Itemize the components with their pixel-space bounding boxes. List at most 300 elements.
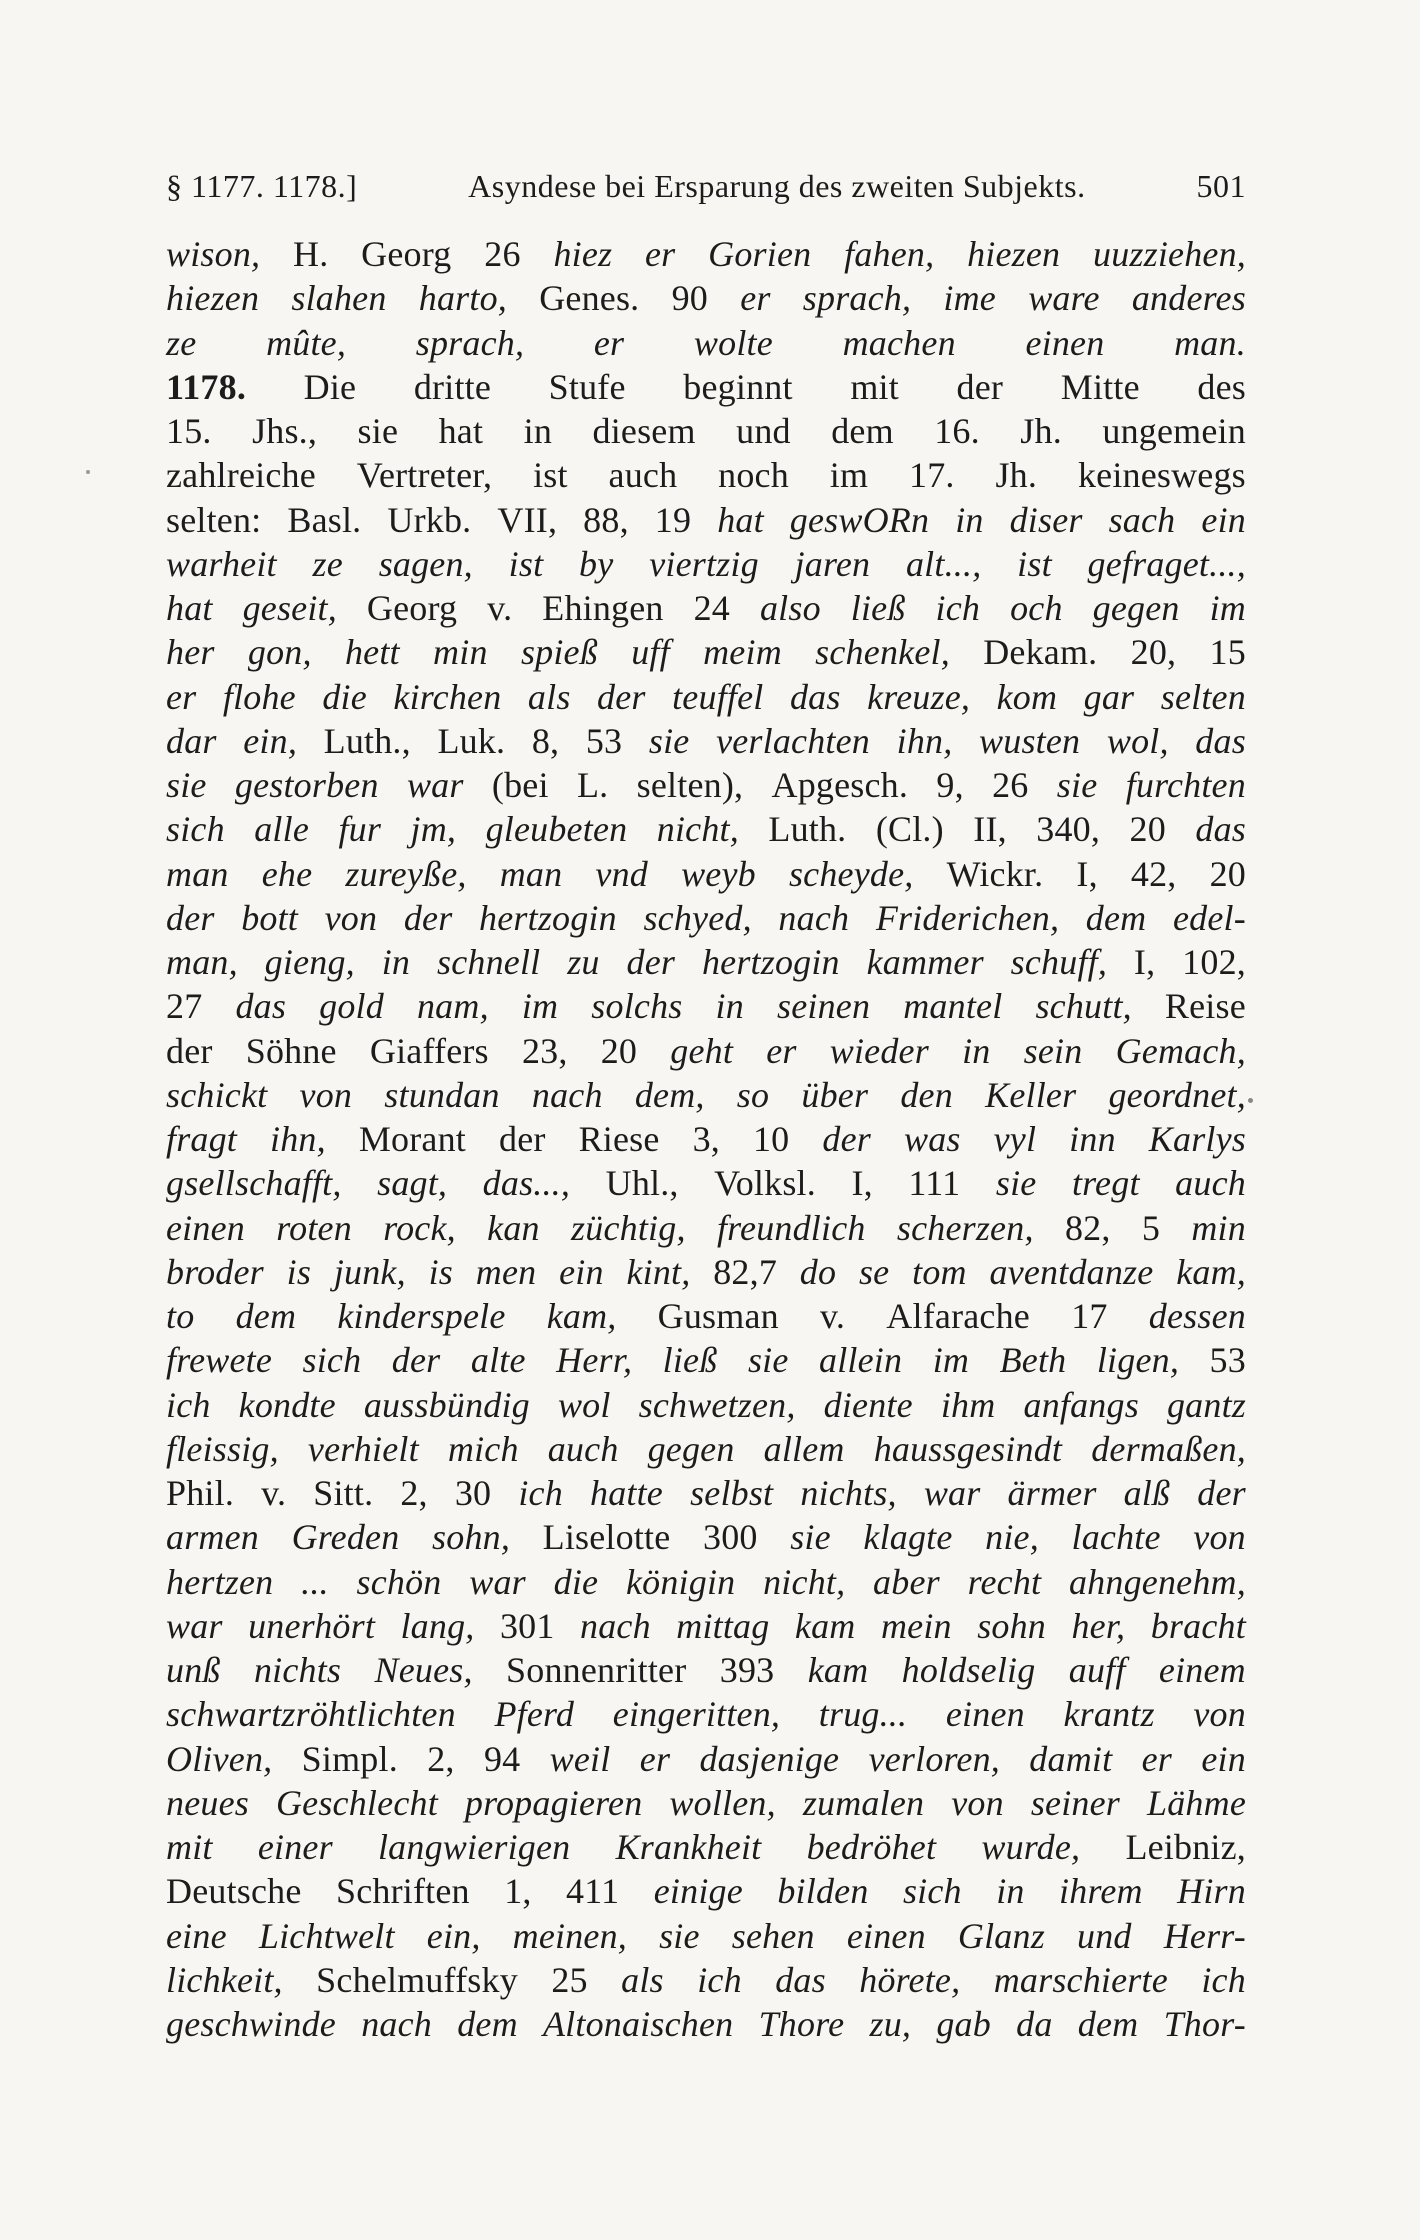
word: kam,	[1176, 1251, 1246, 1292]
word: im	[932, 1340, 970, 1381]
word: Jhs.,	[252, 411, 318, 451]
word: min	[1191, 1207, 1246, 1248]
word: viertzig	[649, 543, 759, 584]
word: nach	[778, 897, 850, 938]
word: sich	[902, 1871, 962, 1912]
word: zureyße,	[345, 853, 467, 894]
text-line	[166, 498, 1246, 542]
word: sprach,	[415, 322, 525, 363]
text-line	[166, 321, 1246, 365]
word: och	[1010, 588, 1063, 628]
word: recht	[967, 1561, 1042, 1602]
word: jaren	[794, 543, 871, 584]
word: wison,	[166, 234, 261, 274]
word: aber	[873, 1561, 940, 1602]
word: schwetzen,	[638, 1384, 796, 1425]
word: propagieren	[464, 1782, 643, 1823]
word: alß	[1123, 1473, 1171, 1513]
word: hertzogin	[479, 897, 617, 938]
word: lang,	[400, 1605, 475, 1646]
word: auch	[547, 1428, 619, 1469]
word: freundlich	[716, 1207, 866, 1248]
text-line	[166, 1206, 1246, 1250]
word: rock,	[383, 1207, 456, 1248]
word: bilden	[777, 1871, 869, 1912]
word: schickt	[166, 1074, 268, 1115]
word: 82,7	[713, 1251, 778, 1292]
word: dem	[1085, 897, 1147, 938]
word: sprach,	[802, 278, 912, 319]
word: Lähme	[1147, 1782, 1246, 1823]
word: Georg	[361, 234, 452, 274]
word: by	[579, 543, 614, 584]
word: 94	[483, 1738, 521, 1779]
word: kint,	[626, 1251, 691, 1292]
word: sich	[302, 1340, 362, 1381]
word: Schelmuffsky	[316, 1959, 518, 2000]
word: 411	[566, 1871, 620, 1912]
word: Söhne	[245, 1030, 337, 1071]
word: einen	[1025, 322, 1105, 363]
word: selten),	[636, 765, 744, 805]
word: krantz	[1063, 1694, 1155, 1735]
word: Luth.	[768, 809, 847, 850]
word: bracht	[1150, 1605, 1246, 1646]
word: der	[499, 1119, 546, 1159]
word: dem	[457, 2004, 518, 2044]
word: gon,	[247, 632, 312, 673]
word: geseit,	[242, 588, 337, 628]
word: er	[639, 1738, 671, 1779]
word: schnell	[436, 942, 541, 982]
word: alle	[254, 809, 310, 850]
word: anderes	[1131, 278, 1246, 319]
word: und	[736, 411, 791, 451]
word: Jh.	[1020, 411, 1062, 451]
word: (bei	[491, 765, 549, 805]
word: sie	[995, 1163, 1037, 1204]
word: gegen	[1092, 588, 1180, 628]
word: wieder	[829, 1030, 929, 1071]
word: scheyde,	[788, 853, 914, 894]
word: in	[955, 499, 984, 540]
word: Deutsche	[166, 1871, 302, 1912]
word: Geschlecht	[275, 1782, 438, 1823]
word: ungemein	[1102, 411, 1246, 451]
section-reference: § 1177. 1178.]	[166, 168, 358, 204]
word: ließ	[850, 588, 906, 628]
word: diente	[823, 1384, 913, 1425]
word: teuffel	[672, 676, 764, 717]
word: ein	[1201, 499, 1246, 540]
word: meinen,	[512, 1915, 627, 1956]
word: Glanz	[957, 1915, 1045, 1956]
word: dritte	[413, 366, 492, 407]
word: Jh.	[995, 455, 1038, 496]
word: 111	[908, 1163, 961, 1204]
word: das	[235, 986, 287, 1027]
text-line	[166, 1161, 1246, 1205]
word: 2,	[400, 1473, 428, 1513]
word: beginnt	[683, 366, 793, 407]
word: Mitte	[1060, 366, 1140, 407]
word: einige	[653, 1871, 743, 1912]
word: spieß	[520, 632, 598, 673]
word: junk,	[333, 1251, 406, 1292]
word: tom	[912, 1251, 967, 1292]
word: 30	[454, 1473, 492, 1513]
word: von	[951, 1782, 1004, 1823]
word: ein	[1201, 1738, 1246, 1779]
word: sagen,	[378, 543, 473, 584]
word: ehe	[261, 853, 313, 894]
word: unerhört	[248, 1605, 376, 1646]
word: I,	[851, 1163, 873, 1204]
word: so	[736, 1074, 770, 1115]
word: er	[593, 322, 625, 363]
word: sein	[1023, 1030, 1083, 1071]
text-line	[166, 232, 1246, 276]
word: als	[527, 676, 571, 717]
word: fragt	[166, 1119, 238, 1159]
word: kam	[794, 1605, 856, 1646]
word: I,	[1133, 942, 1156, 982]
word: der	[1197, 1473, 1246, 1513]
text-line	[166, 675, 1246, 719]
word: er	[1141, 1738, 1173, 1779]
word: 20	[600, 1030, 638, 1071]
word: I,	[1076, 853, 1098, 894]
word: hett	[344, 632, 400, 673]
word: 15.	[166, 411, 212, 451]
word: aventdanze	[989, 1251, 1154, 1292]
word: Dekam.	[983, 632, 1098, 673]
word: Vertreter,	[356, 455, 493, 496]
word: ...	[301, 1561, 329, 1602]
word: zumalen	[802, 1782, 925, 1823]
word: war	[923, 1473, 981, 1513]
word: der	[166, 897, 215, 938]
word: machen	[842, 322, 956, 363]
word: 20,	[1130, 632, 1177, 673]
text-line	[166, 807, 1246, 851]
word: von	[324, 897, 378, 938]
word: ich	[166, 1384, 211, 1425]
word: die	[322, 676, 367, 717]
word: VII,	[497, 499, 558, 540]
word: ihrem	[1059, 1871, 1143, 1912]
word: fahen,	[844, 234, 935, 274]
word: 17.	[909, 455, 955, 496]
word: fur	[338, 809, 382, 850]
word: Greden	[291, 1517, 400, 1558]
word: slahen	[291, 278, 387, 319]
word: Genes.	[539, 278, 640, 319]
word: Apgesch.	[771, 765, 909, 805]
word: noch	[718, 455, 789, 496]
word: nichts,	[800, 1473, 897, 1513]
word: Uhl.,	[605, 1163, 679, 1204]
word: hörete,	[859, 1959, 961, 2000]
word: 2,	[427, 1738, 455, 1779]
word: verloren,	[868, 1738, 1000, 1779]
word: Simpl.	[301, 1738, 398, 1779]
word: gab	[936, 2004, 991, 2044]
word: in	[962, 1030, 991, 1071]
word: warheit	[166, 543, 277, 584]
word: kinderspele	[337, 1296, 506, 1336]
word: nichts	[253, 1650, 342, 1690]
word: alt...,	[905, 543, 982, 584]
word: to	[166, 1296, 195, 1336]
word: v.	[487, 588, 513, 628]
word: jm,	[410, 809, 457, 850]
word: broder	[166, 1251, 264, 1292]
text-line	[166, 1471, 1246, 1515]
section-number: 1178.	[166, 366, 247, 407]
word: 340,	[1036, 809, 1101, 850]
word: das	[1195, 809, 1246, 850]
word: harto,	[418, 278, 507, 319]
word: flohe	[222, 676, 296, 717]
word: den	[900, 1074, 953, 1115]
word: ich	[518, 1473, 563, 1513]
page-number: 501	[1196, 168, 1246, 204]
word: hiez	[553, 234, 613, 274]
word: einem	[1158, 1650, 1246, 1690]
word: Thor-	[1163, 2004, 1246, 2044]
running-title: Asyndese bei Ersparung des zweiten Subjekts.	[468, 168, 1086, 204]
word: verhielt	[307, 1428, 419, 1469]
word: gsellschafft,	[166, 1163, 342, 1204]
text-line	[166, 940, 1246, 984]
word: gold	[319, 986, 384, 1027]
text-line	[166, 365, 1246, 409]
word: gegen	[647, 1428, 735, 1469]
word: 300	[703, 1517, 758, 1558]
word: Ehingen	[542, 588, 664, 628]
text-line	[166, 896, 1246, 940]
word: Thore	[758, 2004, 845, 2044]
word: man	[499, 853, 563, 894]
word: Sitt.	[313, 1473, 374, 1513]
word: sie	[659, 1915, 700, 1956]
word: das	[1195, 720, 1246, 761]
word: zu	[567, 942, 600, 982]
word: klagte	[863, 1517, 953, 1558]
word: hatte	[590, 1473, 663, 1513]
word: züchtig,	[571, 1207, 686, 1248]
word: ze	[166, 322, 197, 363]
word: 16.	[934, 411, 980, 451]
word: in	[996, 1871, 1025, 1912]
word: schuff,	[1010, 942, 1108, 982]
word: über	[801, 1074, 869, 1115]
word: sohn,	[432, 1517, 511, 1558]
word: stundan	[384, 1074, 500, 1115]
word: Sonnenritter	[506, 1650, 687, 1690]
word: schutt,	[1035, 986, 1132, 1027]
word: Giaffers	[369, 1030, 489, 1071]
word: seinen	[777, 986, 871, 1027]
word: dar	[166, 720, 217, 761]
word: Hirn	[1177, 1871, 1246, 1912]
word: nicht,	[656, 809, 739, 850]
word: alte	[470, 1340, 526, 1381]
word: tregt	[1071, 1163, 1140, 1204]
word: Volksl.	[714, 1163, 816, 1204]
word: da	[1016, 2004, 1053, 2044]
word: uuzziehen,	[1093, 234, 1246, 274]
word: wusten	[979, 720, 1081, 761]
word: sie	[790, 1517, 831, 1558]
word: der	[391, 1340, 441, 1381]
word: dessen	[1148, 1296, 1246, 1336]
word: meim	[703, 632, 782, 673]
word: haussgesindt	[873, 1428, 1063, 1469]
word: eingeritten,	[612, 1694, 781, 1735]
word: unß	[166, 1650, 221, 1690]
word: 1,	[504, 1871, 532, 1912]
word: lichkeit,	[166, 1959, 283, 2000]
word: men	[475, 1251, 537, 1292]
word: vnd	[595, 853, 648, 894]
word: einen	[846, 1915, 926, 1956]
word: ärmer	[1007, 1473, 1097, 1513]
word: 8,	[531, 720, 560, 761]
word: ist	[1017, 543, 1052, 584]
word: der	[626, 942, 676, 982]
word: auch	[608, 455, 678, 496]
word: wol,	[1106, 720, 1169, 761]
word: mittag	[676, 1605, 770, 1646]
word: Pferd	[494, 1694, 575, 1735]
word: 26	[992, 765, 1029, 805]
word: Liselotte	[542, 1517, 671, 1558]
word: Wickr.	[946, 853, 1044, 894]
word: damit	[1029, 1738, 1113, 1779]
word: der	[956, 366, 1004, 407]
text-line	[166, 1869, 1246, 1913]
word: her,	[1071, 1605, 1126, 1646]
word: zahlreiche	[166, 455, 316, 496]
word: 5	[1141, 1207, 1161, 1248]
word: 10	[752, 1119, 790, 1159]
word: ich	[935, 588, 981, 628]
word: einer	[257, 1827, 333, 1867]
text-line	[166, 1737, 1246, 1781]
word: schwartzröhtlichten	[166, 1694, 456, 1735]
word: schön	[356, 1561, 442, 1602]
text-line	[166, 276, 1246, 320]
text-line	[166, 586, 1246, 630]
word: 24	[693, 588, 730, 628]
word: aussbündig	[363, 1384, 530, 1425]
word: 88,	[583, 499, 629, 540]
word: mit	[850, 366, 899, 407]
word: im	[1209, 588, 1246, 628]
text-line	[166, 1294, 1246, 1338]
word: v.	[261, 1473, 287, 1513]
text-line	[166, 1958, 1246, 2002]
word: er	[766, 1030, 797, 1071]
word: sie	[747, 1340, 789, 1381]
word: der	[822, 1119, 871, 1159]
word: sagt,	[377, 1163, 448, 1204]
text-line	[166, 542, 1246, 586]
text-line	[166, 984, 1246, 1028]
word: eine	[166, 1915, 227, 1956]
word: nie,	[985, 1517, 1039, 1558]
text-line	[166, 1029, 1246, 1073]
word: do	[799, 1251, 837, 1292]
word: er	[740, 278, 771, 319]
word: dasjenige	[699, 1738, 840, 1779]
word: hat	[717, 499, 764, 540]
word: uff	[631, 632, 670, 673]
word: das	[789, 676, 841, 717]
word: 90	[671, 278, 708, 319]
word: in	[381, 942, 411, 982]
word: hertzogin	[701, 942, 840, 982]
word: Keller	[985, 1074, 1077, 1115]
word: hat	[438, 411, 484, 451]
word: vyl	[993, 1119, 1037, 1159]
word: in	[715, 986, 744, 1027]
word: dem	[1077, 2004, 1139, 2044]
word: bedröhet	[806, 1827, 937, 1867]
word: hertzen	[166, 1561, 274, 1602]
word: wollen,	[669, 1782, 776, 1823]
word: das...,	[482, 1163, 571, 1204]
scan-speck	[1248, 1098, 1253, 1103]
word: gieng,	[264, 942, 355, 982]
word: weyb	[681, 853, 756, 894]
word: kom	[996, 676, 1058, 717]
word: selbst	[690, 1473, 774, 1513]
text-line	[166, 453, 1246, 497]
word: ahngenehm,	[1068, 1561, 1246, 1602]
word: nach	[531, 1074, 603, 1115]
word: man.	[1174, 322, 1246, 363]
text-line	[166, 2002, 1246, 2046]
word: Morant	[358, 1119, 467, 1159]
word: hiezen	[967, 234, 1061, 274]
word: geswORn	[789, 499, 930, 540]
word: 53	[1209, 1340, 1246, 1381]
word: (Cl.)	[875, 809, 944, 850]
word: 26	[484, 234, 521, 274]
word: 53	[585, 720, 623, 761]
word: anfangs	[1023, 1384, 1139, 1425]
word: Herr-	[1163, 1915, 1246, 1956]
word: 25	[551, 1959, 588, 2000]
word: einen	[166, 1207, 245, 1248]
word: war	[469, 1561, 526, 1602]
word: Luk.	[437, 720, 506, 761]
word: ze	[312, 543, 343, 584]
text-line	[166, 1560, 1246, 1604]
word: nach	[361, 2004, 432, 2044]
word: wolte	[693, 322, 773, 363]
word: 17	[1071, 1296, 1108, 1336]
word: geordnet,	[1108, 1074, 1246, 1115]
word: nicht,	[763, 1561, 846, 1602]
word: ihn,	[896, 720, 953, 761]
word: gefraget...,	[1087, 543, 1246, 584]
word: allem	[763, 1428, 845, 1469]
word: marschierte	[993, 1959, 1168, 2000]
